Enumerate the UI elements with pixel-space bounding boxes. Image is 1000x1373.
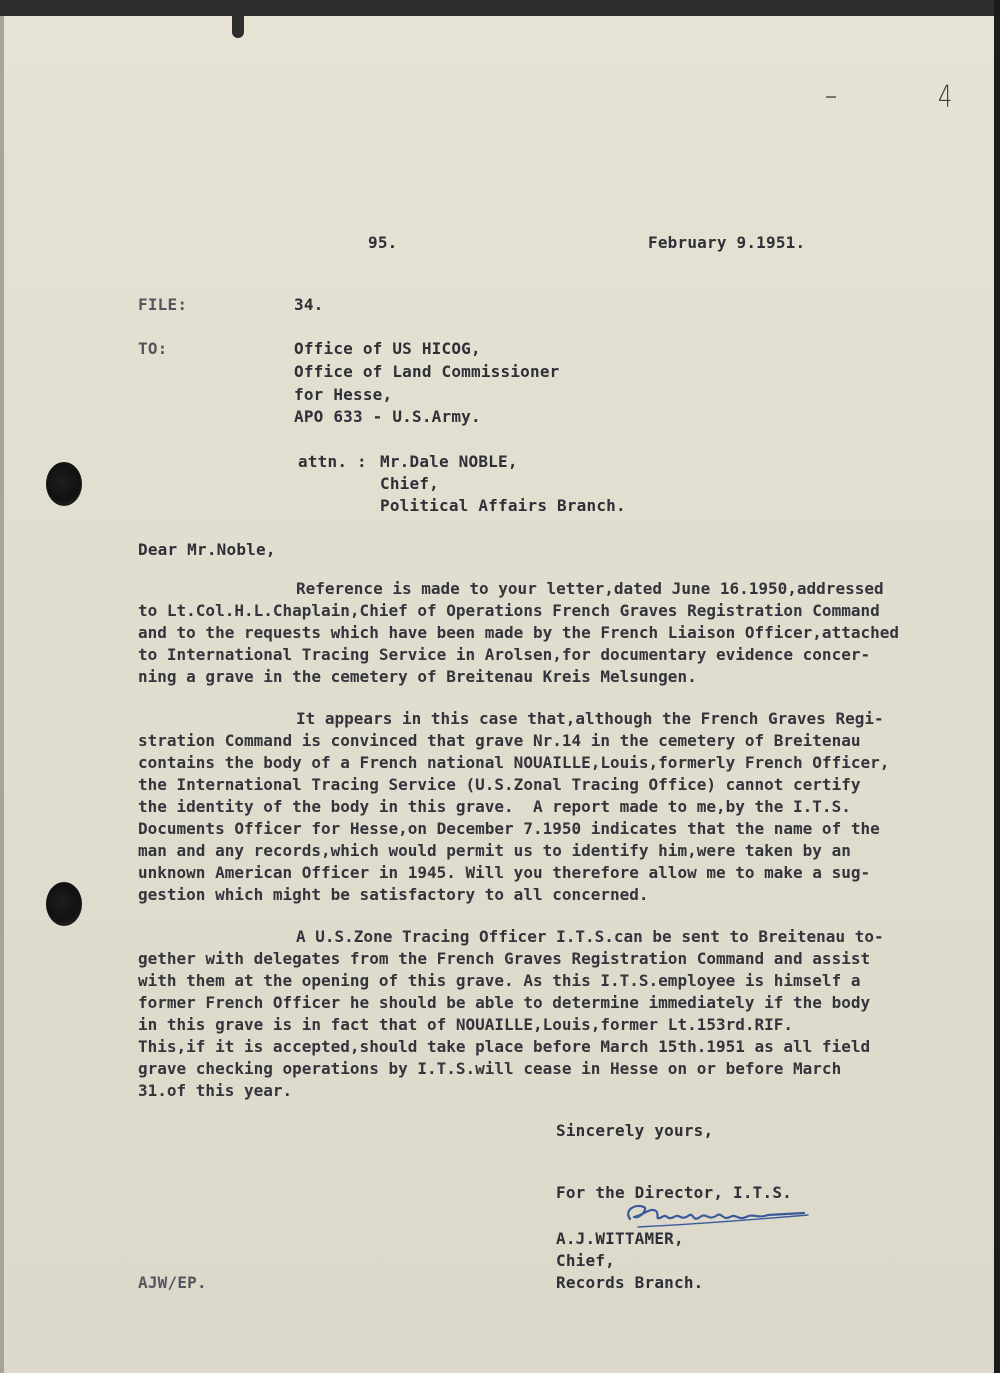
closing: Sincerely yours, [556, 1121, 714, 1140]
scan-top-border [0, 0, 1000, 16]
paragraph-1-line: to International Tracing Service in Arolsen,for documentary evidence concer- [138, 645, 871, 664]
paragraph-2-line: the identity of the body in this grave. A report made to me,by the I.T.S. [138, 797, 851, 816]
paragraph-3-line: with them at the opening of this grave. As this I.T.S.employee is himself a [138, 971, 861, 990]
paragraph-2-line: Documents Officer for Hesse,on December 7.1950 indicates that the name of the [138, 819, 880, 838]
salutation: Dear Mr.Noble, [138, 540, 276, 559]
recipient-line: Office of US HICOG, [294, 339, 481, 358]
attn-line: Chief, [380, 474, 439, 493]
paragraph-1-line: and to the requests which have been made by the French Liaison Officer,attached [138, 623, 899, 642]
paper-left-edge [0, 0, 4, 1373]
paragraph-2-line: stration Command is convinced that grave Nr.14 in the cemetery of Breitenau [138, 731, 861, 750]
paragraph-2-line: gestion which might be satisfactory to all concerned. [138, 885, 649, 904]
paragraph-3-line: gether with delegates from the French Graves Registration Command and assist [138, 949, 871, 968]
punch-hole-upper [46, 462, 82, 506]
to-label: TO: [138, 339, 168, 358]
signatory-name: A.J.WITTAMER, [556, 1229, 684, 1248]
page-number: 4 [938, 80, 953, 115]
attn-line: Political Affairs Branch. [380, 496, 626, 515]
paragraph-3-line: A U.S.Zone Tracing Officer I.T.S.can be sent to Breitenau to- [296, 927, 884, 946]
paragraph-1-line: Reference is made to your letter,dated June 16.1950,addressed [296, 579, 884, 598]
letter-date: February 9.1951. [648, 233, 806, 252]
signatory-department: Records Branch. [556, 1273, 704, 1292]
recipient-line: APO 633 - U.S.Army. [294, 407, 481, 426]
paragraph-1-line: ning a grave in the cemetery of Breitenau Kreis Melsungen. [138, 667, 697, 686]
signature-for-line: For the Director, I.T.S. [556, 1183, 792, 1202]
paragraph-3-line: 31.of this year. [138, 1081, 293, 1100]
recipient-line: Office of Land Commissioner [294, 362, 560, 381]
attn-label: attn. : [298, 452, 367, 471]
paragraph-2-line: unknown American Officer in 1945. Will you therefore allow me to make a sug- [138, 863, 871, 882]
recipient-line: for Hesse, [294, 385, 393, 404]
reference-initials: AJW/EP. [138, 1273, 207, 1292]
paragraph-2-line: contains the body of a French national NOUAILLE,Louis,formerly French Officer, [138, 753, 890, 772]
paragraph-2-line: man and any records,which would permit us to identify him,were taken by an [138, 841, 851, 860]
scan-right-border [994, 0, 1000, 1373]
reference-number: 95. [368, 233, 398, 252]
paragraph-3-line: This,if it is accepted,should take place before March 15th.1951 as all field [138, 1037, 871, 1056]
signatory-title: Chief, [556, 1251, 615, 1270]
scan-top-notch [232, 10, 244, 38]
attn-line: Mr.Dale NOBLE, [380, 452, 518, 471]
paragraph-2-line: It appears in this case that,although the French Graves Regi- [296, 709, 884, 728]
paragraph-1-line: to Lt.Col.H.L.Chaplain,Chief of Operations French Graves Registration Command [138, 601, 880, 620]
paragraph-3-line: grave checking operations by I.T.S.will cease in Hesse on or before March [138, 1059, 842, 1078]
paragraph-3-line: in this grave is in fact that of NOUAILLE,Louis,former Lt.153rd.RIF. [138, 1015, 794, 1034]
paragraph-2-line: the International Tracing Service (U.S.Zonal Tracing Office) cannot certify [138, 775, 861, 794]
paragraph-3-line: former French Officer he should be able to determine immediately if the body [138, 993, 871, 1012]
pencil-mark [826, 96, 836, 98]
file-value: 34. [294, 295, 324, 314]
file-label: FILE: [138, 295, 188, 314]
punch-hole-lower [46, 882, 82, 926]
